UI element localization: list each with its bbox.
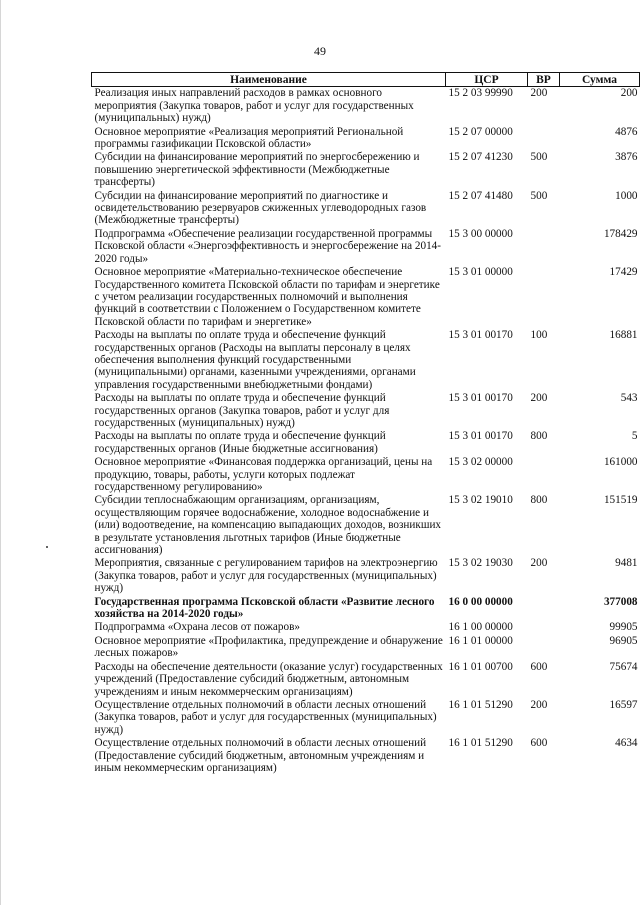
row-name: Субсидии на финансирование мероприятий по энергосбережению и повышению энергетической эффективности (Межбюджетные трансферты)	[94, 151, 420, 189]
table-row	[92, 151, 640, 189]
row-name: Реализация иных направлений расходов в рамках основного мероприятия (Закупка товаров, работ и услуг для государственных (муниципальных) нужд)	[94, 87, 414, 125]
row-name: Расходы на обеспечение деятельности (оказание услуг) государственных учреждений (Предоставление субсидий бюджетным, автономным учреждениям и иным некоммерческим организациям)	[94, 660, 443, 698]
row-vr	[528, 596, 560, 622]
row-vr	[528, 621, 560, 634]
row-name: Расходы на выплаты по оплате труда и обеспечение функций государственных органов (Закупка товаров, работ и услуг для государственных (муниципальных) нужд)	[94, 392, 390, 429]
header-name: Наименование	[92, 73, 446, 87]
row-csr: 15 2 03 99990	[448, 87, 513, 100]
table-row	[92, 596, 640, 622]
row-name: Субсидии теплоснабжающим организациям, организациям, осуществляющим горячее водоснабжение, холодное водоснабжение и (или) водоотведение, на компенсацию выпадающих доходов, возникших в результате установления льготных тарифов (Иные бюджетные ассигнования)	[94, 494, 442, 557]
row-name: Подпрограмма «Обеспечение реализации государственной программы Псковской области «Энергоэффективность и энергосбережение на 2014-2020 годы»	[94, 227, 442, 265]
budget-table	[91, 72, 640, 775]
row-name: Осуществление отдельных полномочий в области лесных отношений (Закупка товаров, работ и услуг для государственных (муниципальных) нужд)	[94, 698, 437, 736]
table-row	[92, 635, 640, 661]
table-row	[92, 228, 640, 266]
row-vr: 600	[530, 737, 548, 750]
table-row	[92, 557, 640, 595]
table-row	[92, 430, 640, 456]
row-sum: 16597	[609, 698, 638, 711]
row-name: Государственная программа Псковской области «Развитие лесного хозяйства на 2014-2020 годы»	[94, 595, 435, 621]
row-sum: 75674	[609, 660, 638, 673]
row-vr	[528, 126, 560, 152]
row-sum: 3876	[615, 151, 638, 164]
table-row	[92, 699, 640, 737]
row-name: Расходы на выплаты по оплате труда и обеспечение функций государственных органов (Расходы на выплаты персоналу в целях обеспечения выполнения функций государственными (муниципальными) органами, казенными учреждениями, органами управления государственными внебюджетными фондами)	[94, 329, 416, 391]
row-name: Основное мероприятие «Профилактика, предупреждение и обнаружение лесных пожаров»	[94, 634, 443, 660]
row-sum: 5	[631, 430, 638, 443]
row-csr: 16 1 01 51290	[448, 698, 513, 711]
row-name: Основное мероприятие «Реализация мероприятий Региональной программы газификации Псковской области»	[94, 125, 404, 151]
row-vr	[528, 266, 560, 329]
table-row	[92, 456, 640, 494]
row-csr: 15 3 02 00000	[448, 456, 513, 469]
row-vr: 500	[530, 189, 548, 202]
row-sum: 200	[620, 87, 638, 100]
row-csr: 16 0 00 00000	[448, 595, 513, 608]
row-sum: 99905	[609, 621, 638, 634]
row-csr: 16 1 01 00700	[448, 660, 513, 673]
row-name: Подпрограмма «Охрана лесов от пожаров»	[94, 621, 300, 634]
row-vr	[528, 228, 560, 266]
table-row	[92, 329, 640, 392]
row-name: Расходы на выплаты по оплате труда и обеспечение функций государственных органов (Иные бюджетные ассигнования)	[94, 430, 386, 455]
scan-speck	[46, 546, 48, 548]
row-vr: 800	[530, 430, 548, 443]
table-row	[92, 126, 640, 152]
row-vr: 200	[530, 557, 548, 570]
row-vr: 100	[530, 329, 548, 342]
row-sum: 9481	[615, 557, 638, 570]
scan-edge	[0, 0, 1, 905]
row-vr: 500	[530, 151, 548, 164]
header-csr: ЦСР	[446, 73, 528, 87]
row-csr: 15 3 02 19010	[448, 494, 513, 507]
table-body	[92, 87, 640, 775]
row-name: Мероприятия, связанные с регулированием тарифов на электроэнергию (Закупка товаров, работ и услуг для государственных (муниципальных) нужд)	[94, 557, 438, 595]
row-sum: 543	[620, 392, 638, 405]
row-sum: 96905	[609, 634, 638, 647]
row-csr: 16 1 00 00000	[448, 621, 513, 634]
row-name: Осуществление отдельных полномочий в области лесных отношений (Предоставление субсидий бюджетным, автономным учреждениям и иным некоммерческим организациям)	[94, 737, 427, 774]
row-vr: 800	[530, 494, 548, 507]
table-header-row	[92, 73, 640, 87]
row-vr	[528, 635, 560, 661]
row-name: Основное мероприятие «Финансовая поддержка организаций, цены на продукцию, товары, работы, услуги которых подлежат государственному регулированию»	[94, 456, 433, 493]
row-csr: 16 1 01 51290	[448, 737, 513, 750]
row-sum: 178429	[603, 227, 638, 240]
table-row	[92, 621, 640, 634]
row-sum: 17429	[609, 266, 638, 279]
header-sum: Сумма	[560, 73, 640, 87]
table-row	[92, 266, 640, 329]
row-sum: 151519	[603, 494, 638, 507]
table-row	[92, 494, 640, 557]
table-row	[92, 392, 640, 430]
row-csr: 15 2 07 41480	[448, 189, 513, 202]
table-row	[92, 661, 640, 699]
table-row	[92, 87, 640, 126]
row-vr: 200	[530, 698, 548, 711]
row-csr: 15 3 01 00170	[448, 392, 513, 405]
row-csr: 15 2 07 41230	[448, 151, 513, 164]
row-sum: 16881	[609, 329, 638, 342]
row-sum: 4876	[615, 125, 638, 138]
page-number: 49	[314, 44, 326, 58]
row-sum: 4634	[615, 737, 638, 750]
row-csr: 15 3 00 00000	[448, 227, 513, 240]
row-vr	[528, 456, 560, 494]
table-row	[92, 190, 640, 228]
table-row	[92, 737, 640, 775]
row-sum: 377008	[603, 595, 638, 608]
header-vr: ВР	[528, 73, 560, 87]
row-vr: 200	[530, 87, 548, 100]
row-name: Основное мероприятие «Материально-техническое обеспечение Государственного комитета Псковской области по тарифам и энергетике с учетом реализации государственных полномочий и выполнения функций в соответствии с Положением о Государственном комитете Псковской области по тарифам и энергетике»	[94, 266, 440, 328]
row-csr: 15 2 07 00000	[448, 125, 513, 138]
row-sum: 1000	[615, 189, 638, 202]
row-vr: 600	[530, 660, 548, 673]
row-csr: 15 3 01 00000	[448, 266, 513, 279]
row-csr: 15 3 01 00170	[448, 430, 513, 443]
row-vr: 200	[530, 392, 548, 405]
row-csr: 16 1 01 00000	[448, 634, 513, 647]
row-csr: 15 3 02 19030	[448, 557, 513, 570]
row-csr: 15 3 01 00170	[448, 329, 513, 342]
row-name: Субсидии на финансирование мероприятий по диагностике и освидетельствованию резервуаров сжиженных углеводородных газов (Межбюджетные трансферты)	[94, 189, 427, 227]
row-sum: 161000	[603, 456, 638, 469]
